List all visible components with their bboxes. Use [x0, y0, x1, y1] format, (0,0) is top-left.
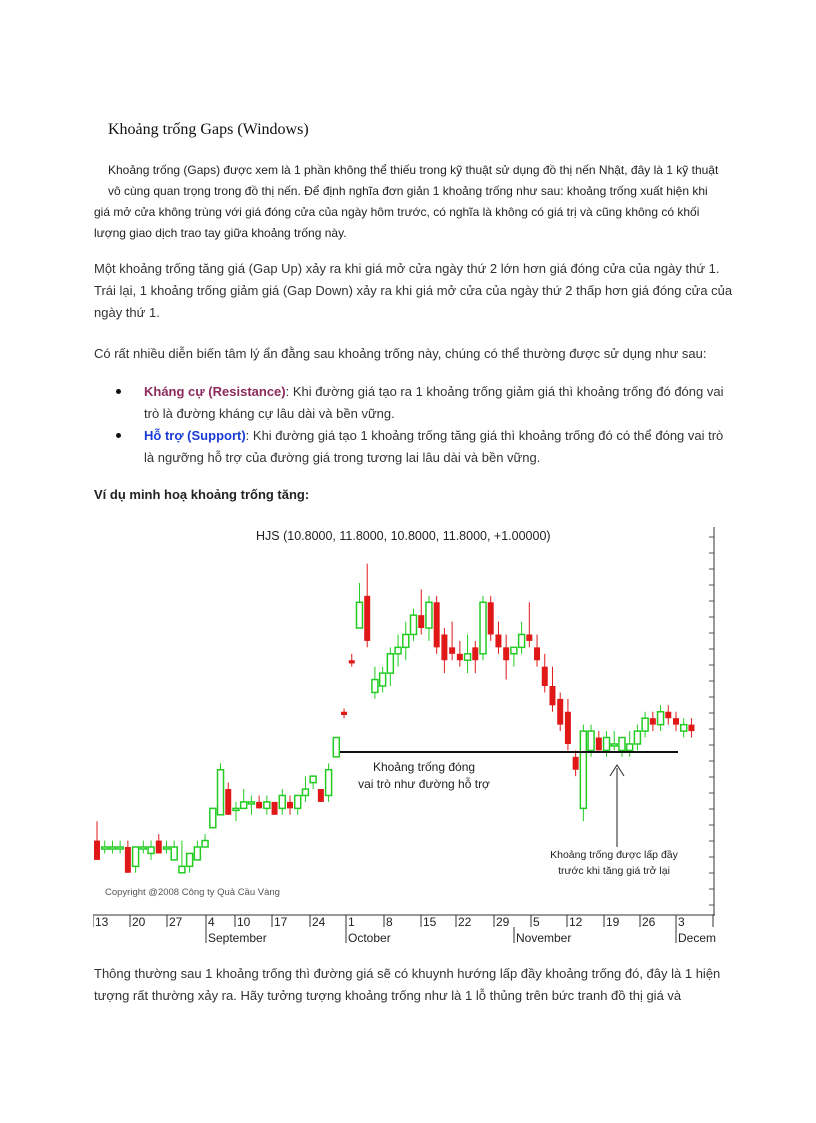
candle-body — [326, 770, 332, 796]
candle-body — [287, 802, 293, 808]
candlestick — [318, 789, 324, 802]
candle-body — [449, 647, 455, 653]
candle-body — [241, 802, 247, 808]
candle-body — [549, 686, 555, 705]
candlestick — [434, 596, 440, 654]
candle-body — [140, 847, 146, 849]
candle-body — [580, 731, 586, 808]
candle-body — [650, 718, 656, 724]
chart-title: HJS (10.8000, 11.8000, 10.8000, 11.8000, +1.00000) — [256, 529, 551, 543]
candle-body — [619, 738, 625, 751]
list-item-support — [112, 425, 732, 469]
x-tick-label: 17 — [274, 915, 288, 929]
page-title: Khoảng trống Gaps (Windows) — [108, 121, 309, 138]
candle-body — [596, 738, 602, 751]
month-label: Decem — [678, 931, 717, 945]
candle-body — [179, 866, 185, 872]
candle-body — [634, 731, 640, 744]
candle-body — [658, 712, 664, 725]
candle-body — [187, 853, 193, 866]
candle-body — [248, 802, 254, 804]
candlestick — [488, 596, 494, 641]
candle-body — [673, 718, 679, 724]
candle-body — [542, 667, 548, 686]
month-label: November — [516, 931, 572, 945]
candle-body — [688, 725, 694, 731]
gap-annotation-line-2: vai trò như đường hỗ trợ — [358, 777, 490, 791]
candle-body — [395, 647, 401, 653]
candle-body — [418, 615, 424, 628]
candle-body — [604, 738, 610, 751]
candle-body — [441, 634, 447, 660]
candle-body — [272, 802, 278, 815]
candle-body — [565, 712, 571, 744]
candle-body — [333, 738, 339, 757]
candle-body — [256, 802, 262, 808]
candlestick-chart — [93, 522, 721, 947]
candle-body — [218, 770, 224, 815]
candlestick — [218, 763, 224, 815]
candle-body — [387, 654, 393, 673]
month-label: September — [208, 931, 267, 945]
x-tick-label: 4 — [208, 915, 215, 929]
x-tick-label: 15 — [423, 915, 437, 929]
candle-body — [225, 789, 231, 815]
candle-body — [210, 808, 216, 827]
candle-body — [411, 615, 417, 634]
candlestick — [580, 725, 586, 822]
candle-body — [426, 602, 432, 628]
candle-body — [434, 602, 440, 647]
bullet-dot — [116, 389, 121, 394]
candle-body — [125, 847, 131, 873]
candle-body — [364, 596, 370, 641]
candle-body — [495, 634, 501, 647]
candle-body — [233, 808, 239, 810]
example-heading: Ví dụ minh hoạ khoảng trống tăng: — [94, 487, 310, 502]
x-tick-label: 13 — [95, 915, 109, 929]
candle-body — [488, 602, 494, 634]
candle-body — [557, 699, 563, 725]
x-tick-label: 8 — [386, 915, 393, 929]
candle-body — [264, 802, 270, 808]
candle-body — [202, 841, 208, 847]
candle-body — [681, 725, 687, 731]
candlestick — [272, 802, 278, 815]
candle-body — [171, 847, 177, 860]
x-tick-label: 22 — [458, 915, 472, 929]
candle-body — [356, 602, 362, 628]
intro-line-1: Khoảng trống (Gaps) được xem là 1 phần không thể thiếu trong kỹ thuật sử dụng đồ thị nến Nhật, đây là 1 kỹ thuật — [108, 163, 719, 177]
intro-line-4: lượng giao dịch trao tay giữa khoảng trống này. — [94, 226, 347, 240]
candlestick — [210, 808, 216, 827]
x-tick-label: 1 — [348, 915, 355, 929]
intro-line-3: giá mở cửa không trùng với giá đóng cửa của ngày hôm trước, có nghĩa là không có giá trị và cũng không có khối — [94, 205, 700, 219]
list-item-resistance — [112, 381, 732, 425]
candle-body — [302, 789, 308, 795]
candle-body — [526, 634, 532, 640]
candle-body — [665, 712, 671, 718]
candle-body — [465, 654, 471, 660]
candle-body — [480, 602, 486, 654]
candle-body — [627, 744, 633, 750]
candle-body — [573, 757, 579, 770]
candle-body — [148, 847, 154, 853]
candle-body — [611, 744, 617, 746]
fill-annotation-line-2: trước khi tăng giá trở lại — [558, 865, 670, 877]
candle-body — [380, 673, 386, 686]
x-tick-label: 19 — [606, 915, 620, 929]
month-label: October — [348, 931, 391, 945]
candle-body — [109, 847, 115, 849]
x-tick-label: 26 — [642, 915, 656, 929]
gap-annotation-line-1: Khoảng trống đóng — [372, 760, 476, 774]
intro-line-2: vô cùng quan trọng trong đồ thị nến. Để định nghĩa đơn giản 1 khoảng trống như sau: khoảng trống xuất hiện khi — [108, 184, 708, 198]
resistance-text: : Khi đường giá tạo ra 1 khoảng trống giảm giá thì khoảng trống đó đóng vai trò là đường kháng cự lâu dài và bền vững. — [144, 384, 724, 421]
candle-body — [588, 731, 594, 750]
candle-body — [318, 789, 324, 802]
candle-body — [341, 712, 347, 715]
x-tick-label: 20 — [132, 915, 146, 929]
candlestick — [480, 596, 486, 660]
candle-body — [194, 847, 200, 860]
candle-body — [472, 647, 478, 660]
x-tick-label: 10 — [237, 915, 251, 929]
x-tick-label: 3 — [678, 915, 685, 929]
candle-body — [94, 841, 100, 860]
candle-body — [133, 847, 139, 866]
intro-paragraph — [94, 160, 722, 244]
x-tick-label: 27 — [169, 915, 183, 929]
candle-body — [403, 634, 409, 647]
x-tick-label: 24 — [312, 915, 326, 929]
bullet-dot — [116, 433, 121, 438]
candlestick — [326, 763, 332, 802]
x-tick-label: 12 — [569, 915, 583, 929]
candle-body — [534, 647, 540, 660]
candle-body — [511, 647, 517, 653]
gap-up-paragraph: Một khoảng trống tăng giá (Gap Up) xảy ra khi giá mở cửa ngày thứ 2 lớn hơn giá đóng cửa của ngày thứ 1. Trái lại, 1 khoảng trống giảm giá (Gap Down) xảy ra khi giá mở cửa của ngày thứ 2 thấp hơn giá đóng cửa của ngày thứ 1. — [94, 261, 733, 320]
support-term: Hỗ trợ (Support) — [144, 428, 246, 443]
support-text: : Khi đường giá tạo 1 khoảng trống tăng giá thì khoảng trống đó có thể đóng vai trò là ngưỡng hỗ trợ của đường giá trong tương lai lâu dài và bền vững. — [144, 428, 724, 465]
candle-body — [372, 680, 378, 693]
gap-uses-list — [112, 381, 732, 469]
chart-copyright: Copyright @2008 Công ty Quả Cầu Vàng — [105, 887, 280, 898]
candlestick — [333, 738, 339, 757]
candle-body — [102, 847, 108, 849]
candle-body — [349, 660, 355, 663]
candle-body — [279, 795, 285, 808]
candle-body — [457, 654, 463, 660]
x-tick-label: 5 — [533, 915, 540, 929]
resistance-term: Kháng cự (Resistance) — [144, 384, 286, 399]
candle-body — [163, 847, 169, 849]
candle-body — [503, 647, 509, 660]
gap-fill-paragraph: Thông thường sau 1 khoảng trống thì đường giá sẽ có khuynh hướng lấp đầy khoảng trống đó, đây là 1 hiện tượng rất thường xảy ra. Hãy tưởng tượng khoảng trống như là 1 lỗ thủng trên bức tranh đồ thị giá và — [94, 966, 721, 1003]
fill-annotation-line-1: Khoảng trống được lấp đầy — [550, 849, 678, 861]
x-tick-label: 29 — [496, 915, 510, 929]
psychology-paragraph: Có rất nhiều diễn biến tâm lý ẩn đằng sau khoảng trống này, chúng có thể thường được sử dụng như sau: — [94, 346, 707, 361]
candle-body — [117, 847, 123, 849]
candle-body — [310, 776, 316, 782]
candle-body — [519, 634, 525, 647]
candle-body — [295, 795, 301, 808]
candle-body — [642, 718, 648, 731]
candle-body — [156, 841, 162, 854]
